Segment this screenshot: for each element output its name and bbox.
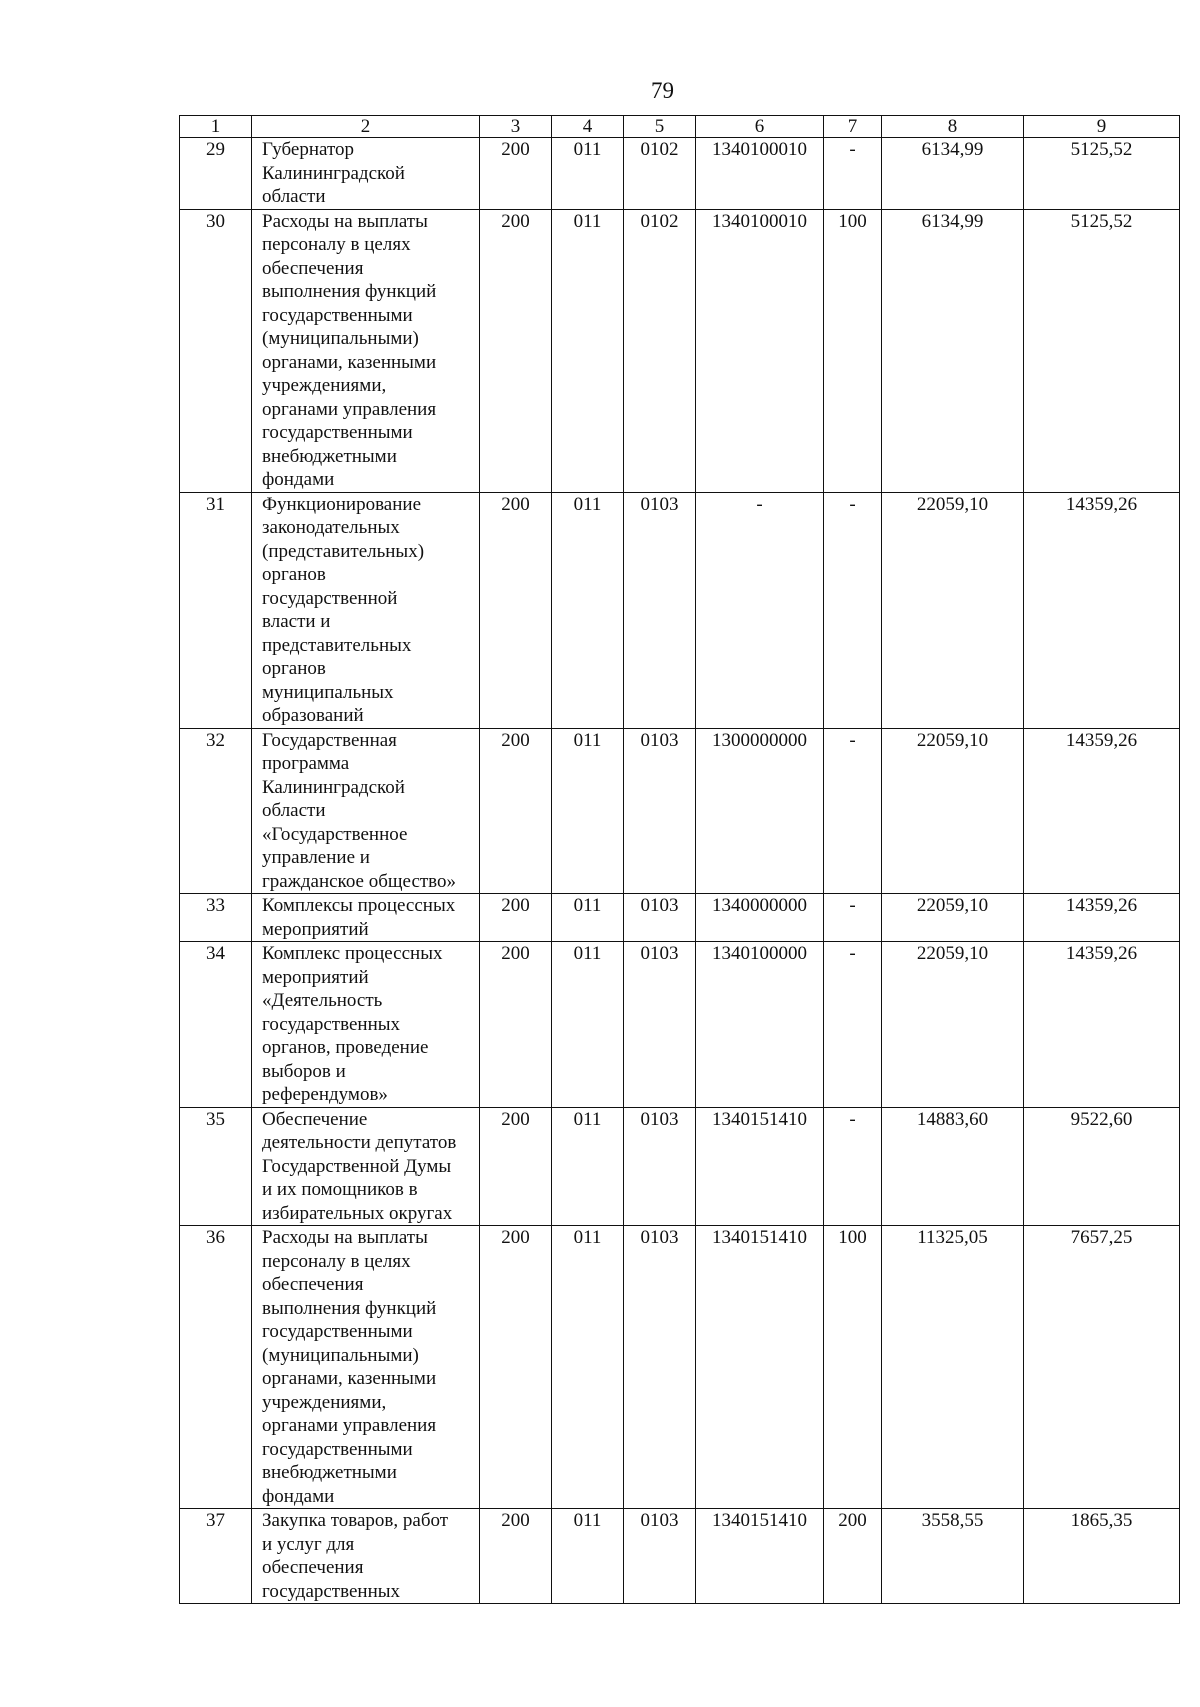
row-name-line: мероприятий bbox=[262, 966, 369, 988]
col-6-value: 1340000000 bbox=[696, 894, 824, 942]
row-name-line: обеспечения bbox=[262, 1274, 364, 1295]
col-5-value: 0103 bbox=[624, 1509, 696, 1604]
row-name-line: и их помощников в bbox=[262, 1179, 418, 1200]
col-6-value: 1340151410 bbox=[696, 1226, 824, 1509]
col-7-value: - bbox=[824, 942, 882, 1108]
col-header-8: 8 bbox=[882, 116, 1024, 138]
col-4-value: 011 bbox=[552, 942, 624, 1108]
row-name bbox=[252, 894, 480, 942]
row-name-line: органами, казенными bbox=[262, 351, 437, 373]
row-name-line: внебюджетными bbox=[262, 1462, 397, 1483]
col-3-value: 200 bbox=[480, 942, 552, 1108]
row-name-line: внебюджетными bbox=[262, 445, 397, 467]
col-7-value: 100 bbox=[824, 209, 882, 492]
row-name-line: Расходы на выплаты bbox=[262, 1227, 428, 1248]
row-name-line: Расходы на выплаты bbox=[262, 210, 428, 232]
row-name-line: «Государственное bbox=[262, 823, 408, 845]
row-name-line: Обеспечение bbox=[262, 1108, 368, 1130]
col-6-value: - bbox=[696, 492, 824, 728]
row-name-line: фондами bbox=[262, 1485, 335, 1507]
col-3-value: 200 bbox=[480, 1509, 552, 1604]
col-3-value: 200 bbox=[480, 1107, 552, 1226]
budget-table bbox=[179, 115, 1180, 1604]
col-header-3: 3 bbox=[480, 116, 552, 138]
col-7-value: - bbox=[824, 492, 882, 728]
col-header-1: 1 bbox=[180, 116, 252, 138]
col-4-value: 011 bbox=[552, 1509, 624, 1604]
row-name-line: Калининградской bbox=[262, 162, 405, 184]
row-name-line: государственными bbox=[262, 1321, 413, 1342]
row-name-line: (представительных) bbox=[262, 540, 425, 562]
col-8-amount: 3558,55 bbox=[882, 1509, 1024, 1604]
row-name-line: Функционирование bbox=[262, 493, 422, 515]
col-9-amount: 1865,35 bbox=[1024, 1509, 1180, 1604]
col-header-9: 9 bbox=[1024, 116, 1180, 138]
table-row bbox=[180, 492, 1180, 728]
col-5-value: 0103 bbox=[624, 728, 696, 894]
col-header-4: 4 bbox=[552, 116, 624, 138]
row-name-line: Государственная bbox=[262, 729, 397, 751]
row-name-line: фондами bbox=[262, 469, 335, 490]
row-name-line: Калининградской bbox=[262, 776, 405, 798]
col-4-value: 011 bbox=[552, 492, 624, 728]
col-5-value: 0102 bbox=[624, 138, 696, 210]
row-name-line: «Деятельность bbox=[262, 990, 383, 1011]
row-name-line: Комплексы процессных bbox=[262, 895, 456, 916]
table-row bbox=[180, 209, 1180, 492]
row-name-line: Комплекс процессных bbox=[262, 943, 443, 964]
col-4-value: 011 bbox=[552, 1226, 624, 1509]
row-name-line: образований bbox=[262, 705, 364, 726]
col-4-value: 011 bbox=[552, 209, 624, 492]
table-row bbox=[180, 894, 1180, 942]
row-name bbox=[252, 209, 480, 492]
table-row bbox=[180, 728, 1180, 894]
row-number: 34 bbox=[180, 942, 252, 1108]
col-8-amount: 22059,10 bbox=[882, 728, 1024, 894]
col-5-value: 0103 bbox=[624, 942, 696, 1108]
col-header-7: 7 bbox=[824, 116, 882, 138]
table-body bbox=[180, 138, 1180, 1604]
row-name-line: муниципальных bbox=[262, 681, 394, 703]
row-name-line: обеспечения bbox=[262, 257, 364, 279]
col-header-6: 6 bbox=[696, 116, 824, 138]
col-3-value: 200 bbox=[480, 209, 552, 492]
col-3-value: 200 bbox=[480, 894, 552, 942]
row-name bbox=[252, 1509, 480, 1604]
col-header-5: 5 bbox=[624, 116, 696, 138]
row-name-line: деятельности депутатов bbox=[262, 1132, 457, 1153]
row-name-line: органами управления bbox=[262, 1415, 437, 1436]
row-name-line: учреждениями, bbox=[262, 1391, 387, 1413]
row-number: 32 bbox=[180, 728, 252, 894]
col-9-amount: 14359,26 bbox=[1024, 492, 1180, 728]
row-name-line: Государственной Думы bbox=[262, 1155, 452, 1177]
row-name-line: законодательных bbox=[262, 517, 400, 538]
col-3-value: 200 bbox=[480, 728, 552, 894]
col-5-value: 0102 bbox=[624, 209, 696, 492]
row-name-line: государственных bbox=[262, 1580, 401, 1602]
col-8-amount: 11325,05 bbox=[882, 1226, 1024, 1509]
col-5-value: 0103 bbox=[624, 492, 696, 728]
row-name-line: (муниципальными) bbox=[262, 328, 419, 349]
row-name bbox=[252, 728, 480, 894]
row-name-line: государственными bbox=[262, 304, 413, 326]
row-name-line: органов bbox=[262, 564, 326, 585]
row-name-line: гражданское общество» bbox=[262, 870, 457, 892]
table-row bbox=[180, 1226, 1180, 1509]
row-name-line: государственными bbox=[262, 422, 413, 443]
table-row bbox=[180, 1509, 1180, 1604]
col-9-amount: 14359,26 bbox=[1024, 894, 1180, 942]
col-5-value: 0103 bbox=[624, 1107, 696, 1226]
row-name-line: обеспечения bbox=[262, 1557, 364, 1578]
page-number: 79 bbox=[651, 78, 674, 103]
row-name bbox=[252, 942, 480, 1108]
row-name-line: органов bbox=[262, 658, 326, 679]
col-7-value: - bbox=[824, 138, 882, 210]
row-name bbox=[252, 492, 480, 728]
row-name-line: выполнения функций bbox=[262, 281, 437, 302]
col-6-value: 1340151410 bbox=[696, 1107, 824, 1226]
col-6-value: 1340151410 bbox=[696, 1509, 824, 1604]
col-7-value: - bbox=[824, 728, 882, 894]
row-number: 30 bbox=[180, 209, 252, 492]
row-name-line: власти и bbox=[262, 611, 331, 632]
row-name-line: и услуг для bbox=[262, 1533, 355, 1555]
col-9-amount: 14359,26 bbox=[1024, 728, 1180, 894]
row-name-line: Закупка товаров, работ bbox=[262, 1510, 449, 1531]
col-7-value: - bbox=[824, 1107, 882, 1226]
table-header-row bbox=[180, 116, 1180, 138]
table-row bbox=[180, 1107, 1180, 1226]
col-6-value: 1340100000 bbox=[696, 942, 824, 1108]
col-9-amount: 7657,25 bbox=[1024, 1226, 1180, 1509]
row-name-line: управление и bbox=[262, 847, 370, 868]
row-number: 31 bbox=[180, 492, 252, 728]
row-name-line: учреждениями, bbox=[262, 375, 387, 396]
row-name bbox=[252, 138, 480, 210]
col-3-value: 200 bbox=[480, 1226, 552, 1509]
col-8-amount: 6134,99 bbox=[882, 209, 1024, 492]
col-7-value: 200 bbox=[824, 1509, 882, 1604]
row-name-line: персоналу в целях bbox=[262, 1250, 411, 1272]
row-name-line: программа bbox=[262, 753, 350, 774]
row-name-line: Губернатор bbox=[262, 139, 355, 160]
col-8-amount: 14883,60 bbox=[882, 1107, 1024, 1226]
row-name-line: представительных bbox=[262, 634, 412, 656]
row-name-line: области bbox=[262, 186, 326, 207]
row-name-line: органами, казенными bbox=[262, 1368, 437, 1389]
row-name-line: области bbox=[262, 800, 326, 821]
table-row bbox=[180, 942, 1180, 1108]
col-9-amount: 5125,52 bbox=[1024, 209, 1180, 492]
col-7-value: - bbox=[824, 894, 882, 942]
col-9-amount: 9522,60 bbox=[1024, 1107, 1180, 1226]
row-name-line: референдумов» bbox=[262, 1084, 388, 1105]
row-name-line: (муниципальными) bbox=[262, 1344, 419, 1366]
col-8-amount: 22059,10 bbox=[882, 942, 1024, 1108]
row-name-line: выборов и bbox=[262, 1060, 346, 1082]
col-5-value: 0103 bbox=[624, 894, 696, 942]
table-row bbox=[180, 138, 1180, 210]
col-header-2: 2 bbox=[252, 116, 480, 138]
row-number: 33 bbox=[180, 894, 252, 942]
col-9-amount: 5125,52 bbox=[1024, 138, 1180, 210]
col-8-amount: 22059,10 bbox=[882, 894, 1024, 942]
row-name-line: государственных bbox=[262, 1013, 401, 1035]
row-name-line: выполнения функций bbox=[262, 1297, 437, 1319]
row-name-line: государственными bbox=[262, 1438, 413, 1460]
col-6-value: 1340100010 bbox=[696, 138, 824, 210]
col-3-value: 200 bbox=[480, 492, 552, 728]
col-4-value: 011 bbox=[552, 138, 624, 210]
row-name-line: персоналу в целях bbox=[262, 234, 411, 255]
row-number: 29 bbox=[180, 138, 252, 210]
row-name-line: избирательных округах bbox=[262, 1202, 453, 1224]
col-4-value: 011 bbox=[552, 728, 624, 894]
col-8-amount: 6134,99 bbox=[882, 138, 1024, 210]
col-9-amount: 14359,26 bbox=[1024, 942, 1180, 1108]
col-3-value: 200 bbox=[480, 138, 552, 210]
col-6-value: 1340100010 bbox=[696, 209, 824, 492]
row-name bbox=[252, 1107, 480, 1226]
row-number: 36 bbox=[180, 1226, 252, 1509]
row-number: 35 bbox=[180, 1107, 252, 1226]
row-name-line: органов, проведение bbox=[262, 1037, 429, 1058]
row-name-line: мероприятий bbox=[262, 918, 369, 940]
col-6-value: 1300000000 bbox=[696, 728, 824, 894]
col-5-value: 0103 bbox=[624, 1226, 696, 1509]
col-8-amount: 22059,10 bbox=[882, 492, 1024, 728]
row-name-line: государственной bbox=[262, 587, 398, 609]
col-7-value: 100 bbox=[824, 1226, 882, 1509]
row-name-line: органами управления bbox=[262, 398, 437, 420]
row-name bbox=[252, 1226, 480, 1509]
row-number: 37 bbox=[180, 1509, 252, 1604]
col-4-value: 011 bbox=[552, 1107, 624, 1226]
col-4-value: 011 bbox=[552, 894, 624, 942]
